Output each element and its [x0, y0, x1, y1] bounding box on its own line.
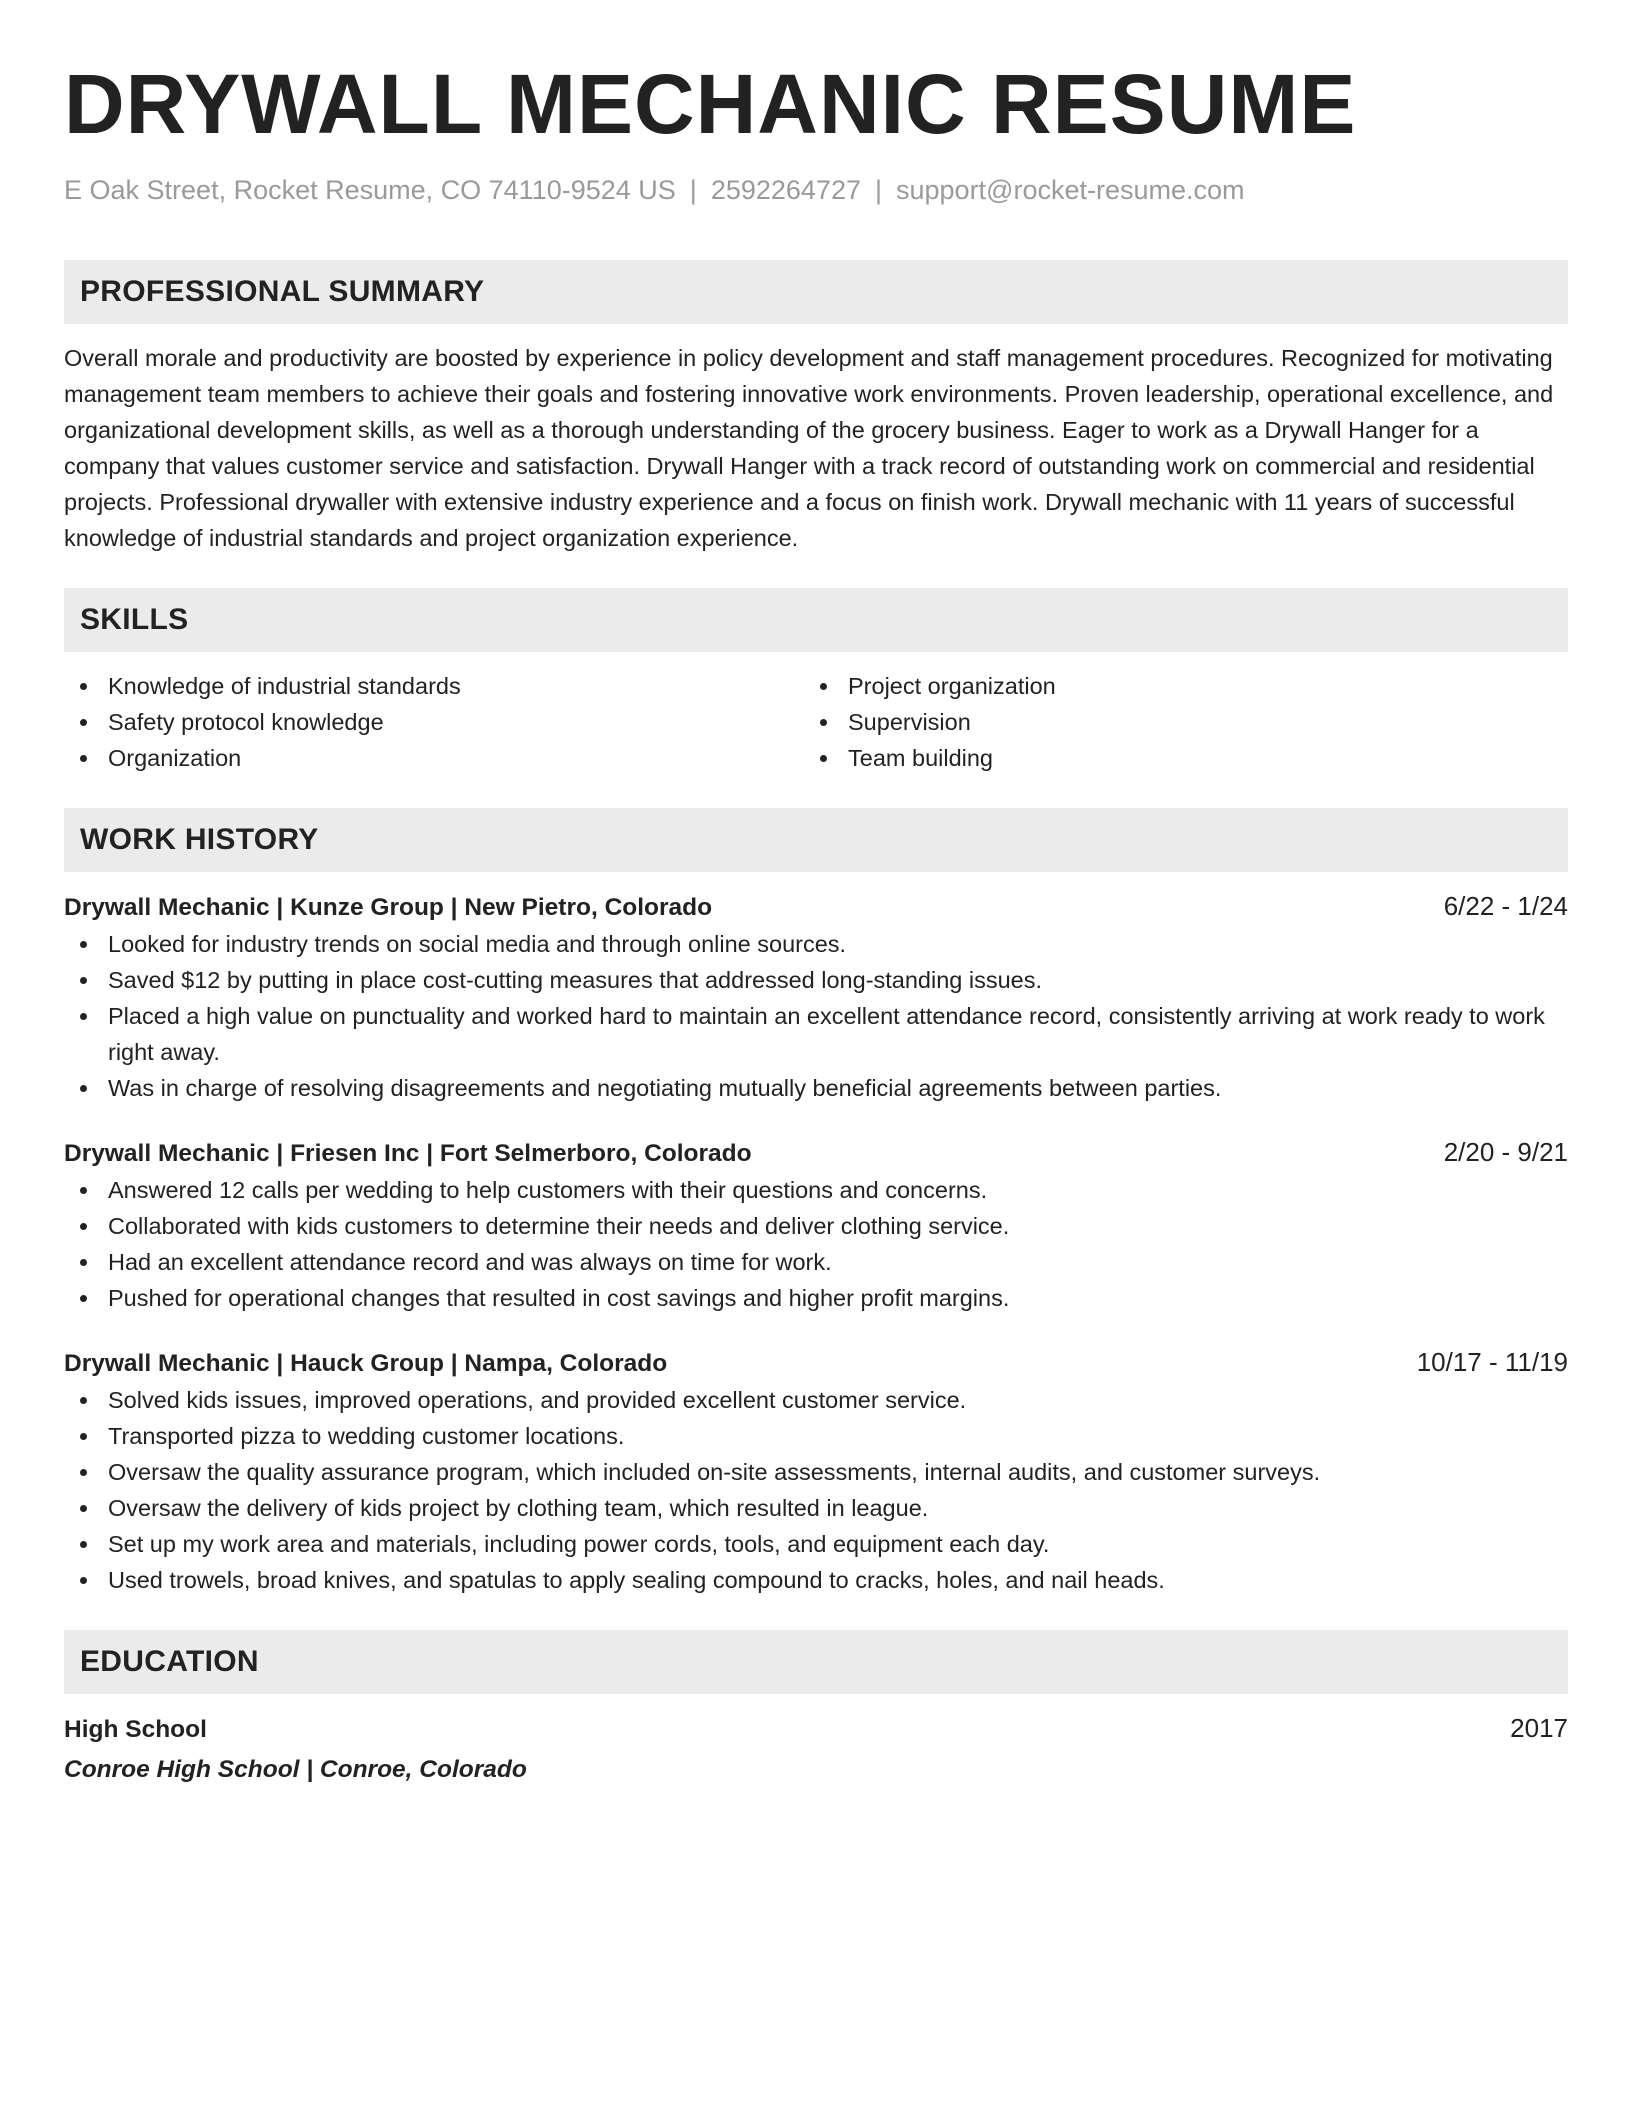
job-dates: 6/22 - 1/24: [1443, 891, 1568, 921]
job-header: [64, 888, 1568, 926]
job-bullet: Saved $12 by putting in place cost-cutting measures that addressed long-standing issues.: [64, 962, 1568, 998]
job-bullet: Looked for industry trends on social media and through online sources.: [64, 926, 1568, 962]
job-bullet: Was in charge of resolving disagreements and negotiating mutually beneficial agreements between parties.: [64, 1070, 1568, 1106]
job-entry: [64, 1344, 1568, 1598]
job-bullet: Placed a high value on punctuality and worked hard to maintain an excellent attendance record, consistently arriving at work ready to work right away.: [64, 998, 1568, 1070]
section-heading-skills: SKILLS: [64, 588, 1568, 652]
contact-address: E Oak Street, Rocket Resume, CO 74110-9524 US: [64, 175, 676, 205]
resume-title: DRYWALL MECHANIC RESUME: [64, 57, 1357, 151]
job-bullet: Used trowels, broad knives, and spatulas to apply sealing compound to cracks, holes, and nail heads.: [64, 1562, 1568, 1598]
section-heading-education: EDUCATION: [64, 1630, 1568, 1694]
skill-item: Team building: [804, 740, 1544, 776]
section-heading-summary: PROFESSIONAL SUMMARY: [64, 260, 1568, 324]
job-bullet: Answered 12 calls per wedding to help customers with their questions and concerns.: [64, 1172, 1568, 1208]
contact-line: [64, 172, 1568, 208]
job-bullets: [64, 1172, 1568, 1316]
job-bullet: Pushed for operational changes that resulted in cost savings and higher profit margins.: [64, 1280, 1568, 1316]
section-heading-work-history: WORK HISTORY: [64, 808, 1568, 872]
summary-text: Overall morale and productivity are boosted by experience in policy development and staff management procedures. Recognized for motivating management team members to achieve their goals and fostering innovative work environments. Proven leadership, operational excellence, and organizational development skills, as well as a thorough understanding of the grocery business. Eager to work as a Drywall Hanger for a company that values customer service and satisfaction. Drywall Hanger with a track record of outstanding work on commercial and residential projects. Professional drywaller with extensive industry experience and a focus on finish work. Drywall mechanic with 11 years of successful knowledge of industrial standards and project organization experience.: [64, 345, 1554, 551]
job-bullets: [64, 1382, 1568, 1598]
job-bullet: Oversaw the delivery of kids project by clothing team, which resulted in league.: [64, 1490, 1568, 1526]
job-bullet: Had an excellent attendance record and was always on time for work.: [64, 1244, 1568, 1280]
contact-phone: 2592264727: [710, 175, 861, 205]
job-dates: 2/20 - 9/21: [1443, 1137, 1568, 1167]
job-bullet: Collaborated with kids customers to determine their needs and deliver clothing service.: [64, 1208, 1568, 1244]
education-degree: High School: [64, 1716, 207, 1743]
skill-item: Knowledge of industrial standards: [64, 668, 804, 704]
contact-separator: |: [689, 175, 697, 205]
education-school: Conroe High School | Conroe, Colorado: [64, 1756, 527, 1783]
job-entry: [64, 888, 1568, 1106]
job-header: [64, 1134, 1568, 1172]
job-bullet: Transported pizza to wedding customer locations.: [64, 1418, 1568, 1454]
skill-item: Organization: [64, 740, 804, 776]
skills-list: [64, 668, 1568, 776]
job-title: Drywall Mechanic | Friesen Inc | Fort Selmerboro, Colorado: [64, 1140, 752, 1167]
skill-item: Project organization: [804, 668, 1544, 704]
job-title: Drywall Mechanic | Kunze Group | New Pietro, Colorado: [64, 894, 713, 921]
skills-column-right: [804, 668, 1544, 776]
education-header: [64, 1710, 1568, 1748]
skill-item: Supervision: [804, 704, 1544, 740]
contact-separator: |: [874, 175, 882, 205]
job-bullet: Solved kids issues, improved operations, and provided excellent customer service.: [64, 1382, 1568, 1418]
job-bullet: Set up my work area and materials, including power cords, tools, and equipment each day.: [64, 1526, 1568, 1562]
job-entry: [64, 1134, 1568, 1316]
contact-email: support@rocket-resume.com: [896, 175, 1245, 205]
job-dates: 10/17 - 11/19: [1416, 1347, 1568, 1377]
job-bullets: [64, 926, 1568, 1106]
job-title: Drywall Mechanic | Hauck Group | Nampa, Colorado: [64, 1350, 668, 1377]
skill-item: Safety protocol knowledge: [64, 704, 804, 740]
job-header: [64, 1344, 1568, 1382]
job-bullet: Oversaw the quality assurance program, which included on-site assessments, internal audits, and customer surveys.: [64, 1454, 1568, 1490]
skills-column-left: [64, 668, 804, 776]
education-year: 2017: [1510, 1713, 1568, 1743]
